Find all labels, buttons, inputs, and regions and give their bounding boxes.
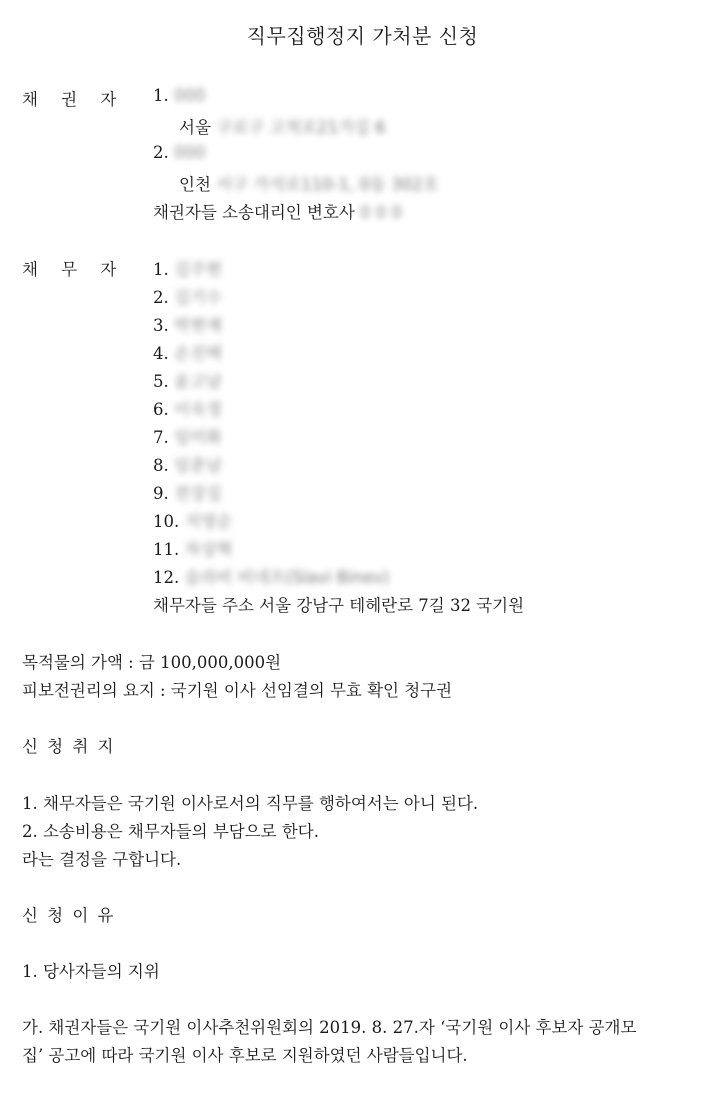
debtor-item — [153, 480, 222, 504]
debtor-name: 임춘남 — [174, 456, 222, 475]
debtor-name: 이숙경 — [174, 400, 222, 419]
creditor-label: 채 권 자 — [22, 90, 126, 109]
creditor-1-number: 1. — [153, 86, 169, 105]
debtor-name: 슬라비 비네프(Slavi Binev) — [184, 568, 390, 587]
debtor-item — [153, 424, 222, 448]
debtor-number: 12. — [153, 568, 180, 587]
creditor-2-number: 2. — [153, 143, 169, 162]
creditor-agent-text: 채권자들 소송대리인 변호사 — [153, 203, 355, 222]
document-title: 직무집행정지 가처분 신청 — [246, 24, 479, 48]
creditor-2-address-line — [179, 171, 439, 195]
reasons-paragraph-line: 가. 채권자들은 국기원 이사추천위원회의 2019. 8. 27.자 ‘국기원 이사 후보자 공개모 — [22, 1018, 637, 1037]
creditor-1-line — [153, 86, 206, 105]
debtor-item — [153, 536, 232, 560]
debtor-name: 지영순 — [184, 512, 233, 531]
debtor-number: 2. — [153, 288, 169, 307]
debtor-number: 7. — [153, 428, 169, 447]
claim-value-line: 목적물의 가액 : 금 100,000,000원 — [22, 653, 282, 672]
creditor-2-name: 000 — [174, 143, 206, 162]
creditor-agent-name: 0 0 0 — [360, 203, 402, 222]
debtor-label: 채 무 자 — [22, 260, 126, 279]
reasons-subheading: 1. 당사자들의 지위 — [22, 962, 160, 981]
debtor-number: 4. — [153, 344, 169, 363]
debtor-number: 11. — [153, 540, 180, 559]
creditor-2-address: 서구 가석로110-1, 0동 302호 — [216, 175, 439, 194]
debtor-item — [153, 340, 222, 364]
debtor-item — [153, 396, 222, 420]
creditor-1-address-line — [179, 114, 386, 138]
creditor-2-line — [153, 143, 206, 162]
debtor-name: 김기수 — [174, 288, 222, 307]
debtor-item — [153, 284, 222, 308]
debtor-number: 8. — [153, 456, 169, 475]
debtor-item — [153, 256, 222, 280]
debtor-name: 윤고남 — [174, 372, 222, 391]
debtor-item — [153, 452, 222, 476]
reasons-heading: 신 청 이 유 — [22, 906, 116, 925]
debtor-address-line: 채무자들 주소 서울 강남구 테헤란로 7길 32 국기원 — [153, 596, 525, 615]
purpose-line: 2. 소송비용은 채무자들의 부담으로 한다. — [22, 822, 319, 841]
debtor-name: 김주현 — [174, 260, 222, 279]
creditor-1-name: 000 — [174, 86, 206, 105]
creditor-1-city: 서울 — [179, 118, 211, 137]
preserved-right-line: 피보전권리의 요지 : 국기원 이사 선임결의 무효 확인 청구권 — [22, 681, 453, 700]
debtor-name: 손진택 — [174, 344, 222, 363]
debtor-name: 전강길 — [174, 484, 222, 503]
creditor-agent-line — [153, 199, 402, 223]
debtor-number: 9. — [153, 484, 169, 503]
purpose-line: 1. 채무자들은 국기원 이사로서의 직무를 행하여서는 아니 된다. — [22, 794, 479, 813]
debtor-item — [153, 508, 232, 532]
debtor-number: 10. — [153, 512, 180, 531]
creditor-1-address: 구로구 고척로21가길 6 — [216, 118, 386, 137]
debtor-number: 1. — [153, 260, 169, 279]
debtor-number: 6. — [153, 400, 169, 419]
purpose-heading: 신 청 취 지 — [22, 737, 116, 756]
reasons-paragraph-line: 집’ 공고에 따라 국기원 이사 후보로 지원하였던 사람들입니다. — [22, 1046, 468, 1065]
debtor-name: 임미화 — [174, 428, 222, 447]
debtor-item — [153, 368, 222, 392]
debtor-number: 3. — [153, 316, 169, 335]
debtor-item — [153, 564, 389, 588]
purpose-line: 라는 결정을 구합니다. — [22, 850, 182, 869]
creditor-2-city: 인천 — [179, 175, 211, 194]
debtor-number: 5. — [153, 372, 169, 391]
debtor-item — [153, 312, 222, 336]
debtor-name: 차상혁 — [184, 540, 233, 559]
debtor-name: 박현재 — [174, 316, 222, 335]
